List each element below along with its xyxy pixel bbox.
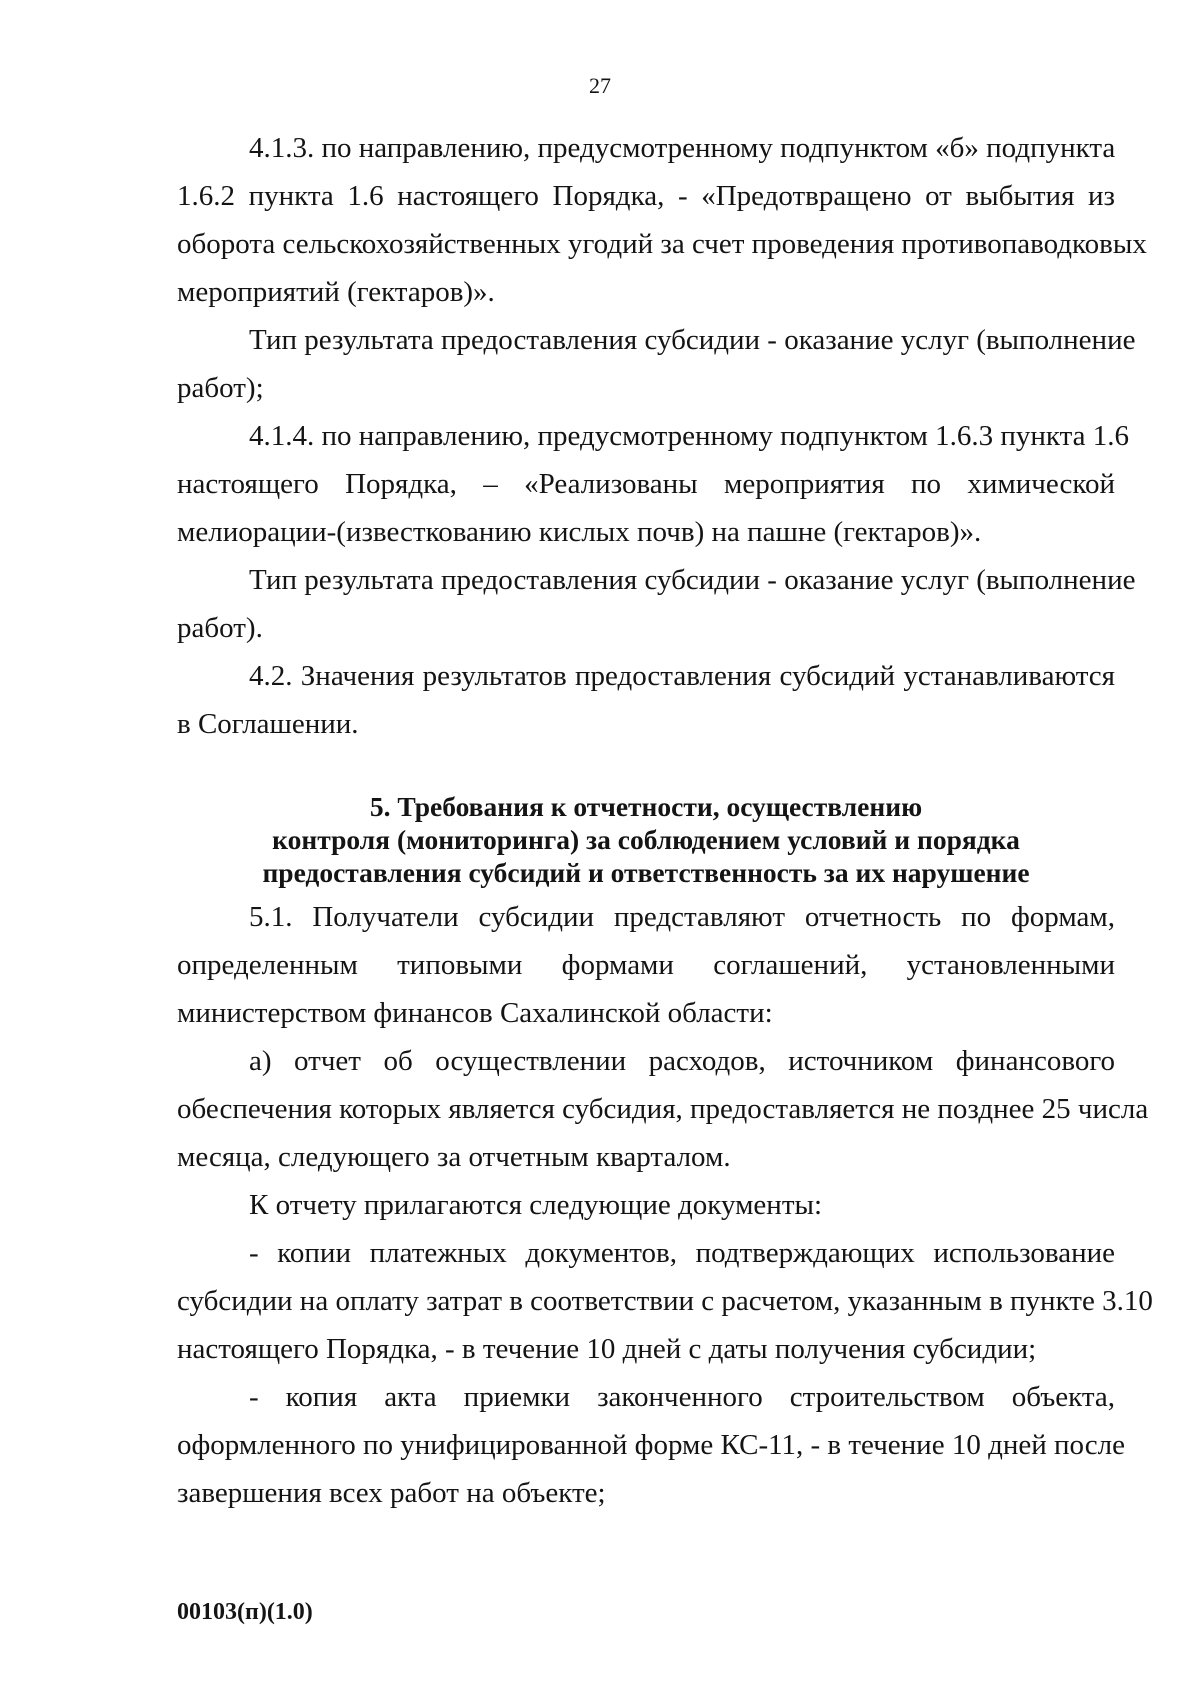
- text-line: работ).: [177, 612, 263, 644]
- text-line: обеспечения которых является субсидия, предоставляется не позднее 25 числа: [177, 1093, 1149, 1125]
- text-line: настоящего Порядка, – «Реализованы мероприятия по химической: [177, 468, 1115, 500]
- document-code: 00103(п)(1.0): [177, 1599, 313, 1625]
- text-line: а) отчет об осуществлении расходов, источником финансового: [249, 1045, 1115, 1077]
- text-line: 4.1.4. по направлению, предусмотренному подпунктом 1.6.3 пункта 1.6: [249, 420, 1130, 452]
- paragraph-4-1-4: [177, 412, 1130, 556]
- paragraph-item-a: [177, 1037, 1149, 1181]
- text-line: в Соглашении.: [177, 708, 359, 740]
- text-line: Тип результата предоставления субсидии - оказание услуг (выполнение: [249, 324, 1136, 356]
- text-line: настоящего Порядка, - в течение 10 дней с даты получения субсидии;: [177, 1333, 1037, 1365]
- text-line: Тип результата предоставления субсидии - оказание услуг (выполнение: [249, 564, 1136, 596]
- paragraph-result-type-2: [177, 556, 1136, 652]
- text-line: оформленного по унифицированной форме КС-11, - в течение 10 дней после: [177, 1429, 1125, 1461]
- heading-line: контроля (мониторинга) за соблюдением условий и порядка: [272, 824, 1020, 855]
- paragraph-dash-item-2: [177, 1373, 1125, 1517]
- text-line: оборота сельскохозяйственных угодий за счет проведения противопаводковых: [177, 228, 1147, 260]
- text-line: определенным типовыми формами соглашений, установленными: [177, 949, 1115, 981]
- text-line: 5.1. Получатели субсидии представляют отчетность по формам,: [249, 901, 1115, 933]
- paragraph-4-1-3: [177, 124, 1147, 316]
- text-line: 1.6.2 пункта 1.6 настоящего Порядка, - «Предотвращено от выбытия из: [177, 180, 1115, 212]
- heading-line: предоставления субсидий и ответственность за их нарушение: [262, 857, 1030, 888]
- text-line: - копии платежных документов, подтверждающих использование: [249, 1237, 1115, 1269]
- paragraph-4-2: [177, 652, 1115, 748]
- text-line: мероприятий (гектаров)».: [177, 276, 495, 308]
- text-line: месяца, следующего за отчетным кварталом.: [177, 1141, 731, 1173]
- text-line: министерством финансов Сахалинской области:: [177, 997, 773, 1029]
- document-body: [177, 124, 1153, 1517]
- text-line: 4.1.3. по направлению, предусмотренному подпунктом «б» подпункта: [249, 132, 1116, 164]
- paragraph-5-1: [177, 893, 1115, 1037]
- paragraph-result-type-1: [177, 316, 1136, 412]
- text-line: мелиорации-(известкованию кислых почв) на пашне (гектаров)».: [177, 516, 982, 548]
- paragraph-dash-item-1: [177, 1229, 1153, 1373]
- section-5-heading: [177, 790, 1115, 889]
- text-line: 4.2. Значения результатов предоставления субсидий устанавливаются: [249, 660, 1115, 692]
- text-line: К отчету прилагаются следующие документы:: [249, 1189, 823, 1221]
- text-line: - копия акта приемки законченного строительством объекта,: [249, 1381, 1115, 1413]
- paragraph-attachments-intro: [177, 1181, 1115, 1229]
- text-line: завершения всех работ на объекте;: [177, 1477, 606, 1509]
- text-line: работ);: [177, 372, 264, 404]
- heading-line: 5. Требования к отчетности, осуществлению: [369, 791, 923, 822]
- text-line: субсидии на оплату затрат в соответствии с расчетом, указанным в пункте 3.10: [177, 1285, 1153, 1317]
- page-number: 27: [589, 73, 611, 98]
